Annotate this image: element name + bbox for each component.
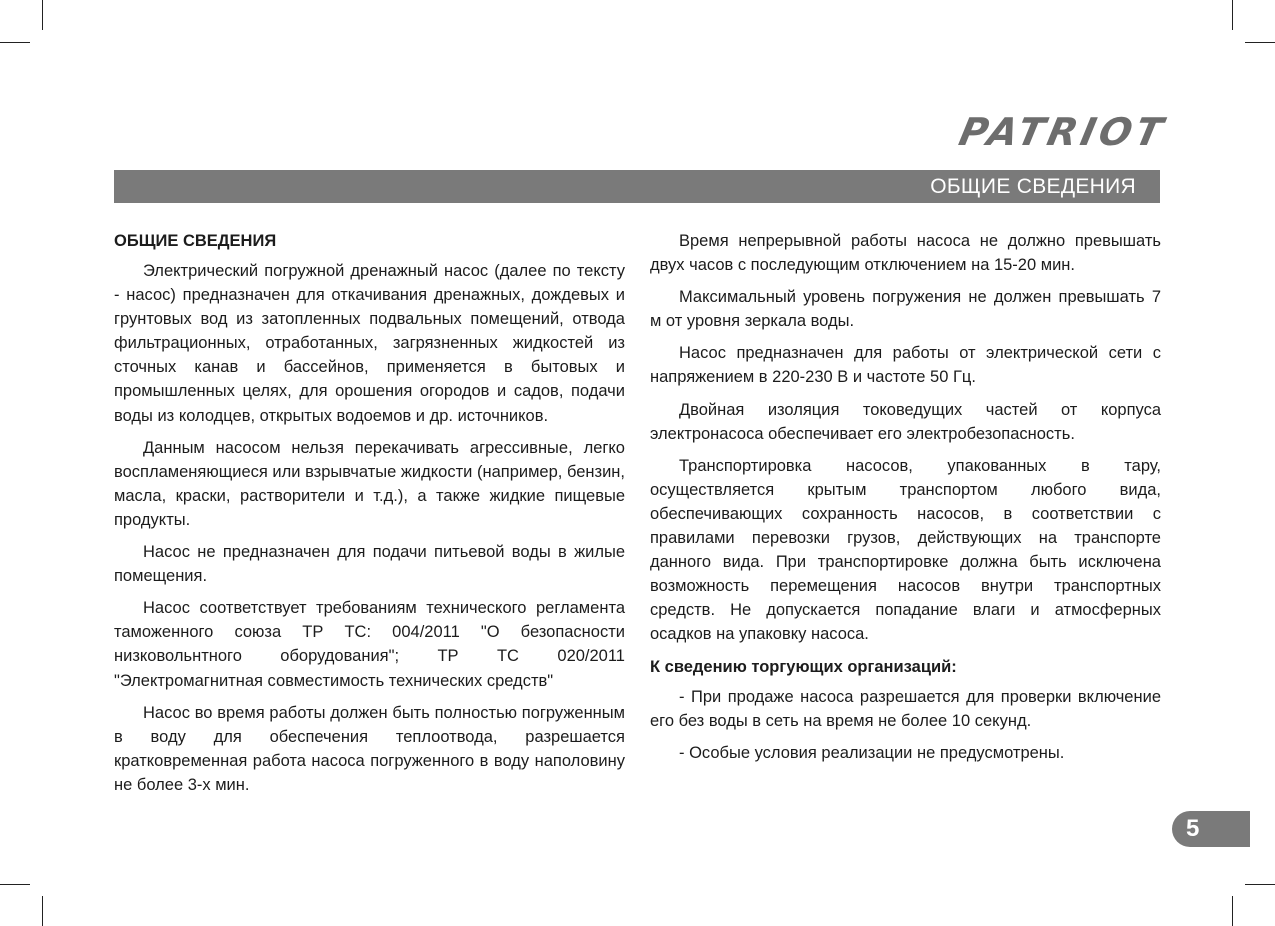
paragraph: Насос не предназначен для подачи питьевой воды в жилые помещения. xyxy=(114,543,625,586)
paragraph: Насос соответствует требованиям технического регламента таможенного союза ТР ТС: 004/2011 "О безопасности низковольнтного оборудования"; ТР ТС 020/2011 "Электромагнитная совместимость технических средств" xyxy=(114,599,625,690)
page-number: 5 xyxy=(1186,815,1200,842)
right-column xyxy=(650,229,1161,773)
left-column xyxy=(114,229,625,805)
left-heading: ОБЩИЕ СВЕДЕНИЯ xyxy=(114,232,277,250)
paragraph: Время непрерывной работы насоса не должно превышать двух часов с последующим отключением на 15-20 мин. xyxy=(650,232,1161,275)
crop-mark xyxy=(1232,0,1233,30)
paragraph: Данным насосом нельзя перекачивать агрессивные, легко воспламеняющиеся или взрывчатые жидкости (например, бензин, масла, краски, растворители и т.д.), а также жидкие пищевые продукты. xyxy=(114,438,625,529)
crop-mark xyxy=(42,0,43,30)
crop-mark xyxy=(1232,896,1233,926)
crop-mark xyxy=(1245,884,1275,885)
note: - Особые условия реализации не предусмотрены. xyxy=(679,743,1065,762)
paragraph: Двойная изоляция токоведущих частей от корпуса электронасоса обеспечивает его электробезопасность. xyxy=(650,400,1161,443)
paragraph: Максимальный уровень погружения не должен превышать 7 м от уровня зеркала воды. xyxy=(650,288,1161,331)
paragraph: Насос во время работы должен быть полностью погруженным в воду для обеспечения теплоотвода, разрешается кратковременная работа насоса погруженного в воду наполовину не более 3-х мин. xyxy=(114,703,625,794)
paragraph: Электрический погружной дренажный насос (далее по тексту - насос) предназначен для откачивания дренажных, дождевых и грунтовых вод из затопленных подвальных помещений, отвода фильтрационных, отработанных, загрязненных жидкостей из сточных канав и бассейнов, применяется в бытовых и промышленных целях, для орошения огородов и садов, подачи воды из колодцев, открытых водоемов и др. источников. xyxy=(114,262,625,425)
crop-mark xyxy=(0,42,30,43)
section-header-bar xyxy=(114,170,1160,203)
patriot-logo: PATRIOT xyxy=(955,110,1171,154)
section-title: ОБЩИЕ СВЕДЕНИЯ xyxy=(930,175,1136,198)
page-number-tab xyxy=(1172,811,1250,847)
retail-subheading: К сведению торгующих организаций: xyxy=(650,657,957,676)
crop-mark xyxy=(0,884,30,885)
note: - При продаже насоса разрешается для проверки включение его без воды в сеть на время не более 10 секунд. xyxy=(650,687,1161,730)
paragraph: Транспортировка насосов, упакованных в тару, осуществляется крытым транспортом любого вида, обеспечивающих сохранность насосов, в соответствии с правилами перевозки грузов, действующих на транспорте данного вида. При транспортировке должна быть исключена возможность перемещения насосов внутри транспортных средств. Не допускается попадание влаги и атмосферных осадков на упаковку насоса. xyxy=(650,456,1161,644)
crop-mark xyxy=(1245,42,1275,43)
crop-mark xyxy=(42,896,43,926)
paragraph: Насос предназначен для работы от электрической сети с напряжением в 220-230 В и частоте 50 Гц. xyxy=(650,344,1161,387)
